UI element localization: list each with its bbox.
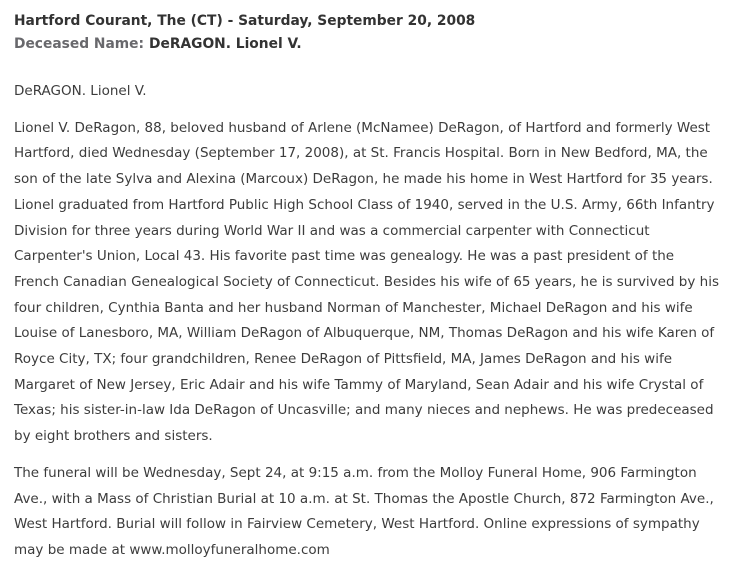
obituary-paragraph: Lionel V. DeRagon, 88, beloved husband of Arlene (McNamee) DeRagon, of Hartford and formerly West Hartford, died Wednesday (September 17, 2008), at St. Francis Hospital. Born in New Bedford, MA, the son of the late Sylva and Alexina (Marcoux) DeRagon, he made his home in West Hartford for 35 years. Lionel graduated from Hartford Public High School Class of 1940, served in the U.S. Army, 66th Infantry Division for three years during World War II and was a commercial carpenter with Connecticut Carpenter's Union, Local 43. His favorite past time was genealogy. He was a past president of the French Canadian Genealogical Society of Connecticut. Besides his wife of 65 years, he is survived by his four children, Cynthia Banta and her husband Norman of Manchester, Michael DeRagon and his wife Louise of Lanesboro, MA, William DeRagon of Albuquerque, NM, Thomas DeRagon and his wife Karen of Royce City, TX; four grandchildren, Renee DeRagon of Pittsfield, MA, James DeRagon and his wife Margaret of New Jersey, Eric Adair and his wife Tammy of Maryland, Sean Adair and his wife Crystal of Texas; his sister-in-law Ida DeRagon of Uncasville; and many nieces and nephews. He was predeceased by eight brothers and sisters. bbox=[14, 119, 719, 445]
obituary-body bbox=[14, 79, 720, 564]
deceased-name-value: DeRAGON. Lionel V. bbox=[149, 36, 302, 52]
funeral-details-paragraph: The funeral will be Wednesday, Sept 24, at 9:15 a.m. from the Molloy Funeral Home, 906 Farmington Ave., with a Mass of Christian Burial at 10 a.m. at St. Thomas the Apostle Church, 872 Farmington Ave., West Hartford. Burial will follow in Fairview Cemetery, West Hartford. Online expressions of sympathy may be made at www.molloyfuneralhome.com bbox=[14, 464, 714, 558]
deceased-name-line bbox=[14, 33, 720, 56]
obituary-name-line: DeRAGON. Lionel V. bbox=[14, 83, 147, 99]
record-header bbox=[14, 10, 720, 56]
deceased-name-label: Deceased Name: bbox=[14, 36, 145, 52]
publication-date-line: Hartford Courant, The (CT) - Saturday, September 20, 2008 bbox=[14, 13, 476, 29]
